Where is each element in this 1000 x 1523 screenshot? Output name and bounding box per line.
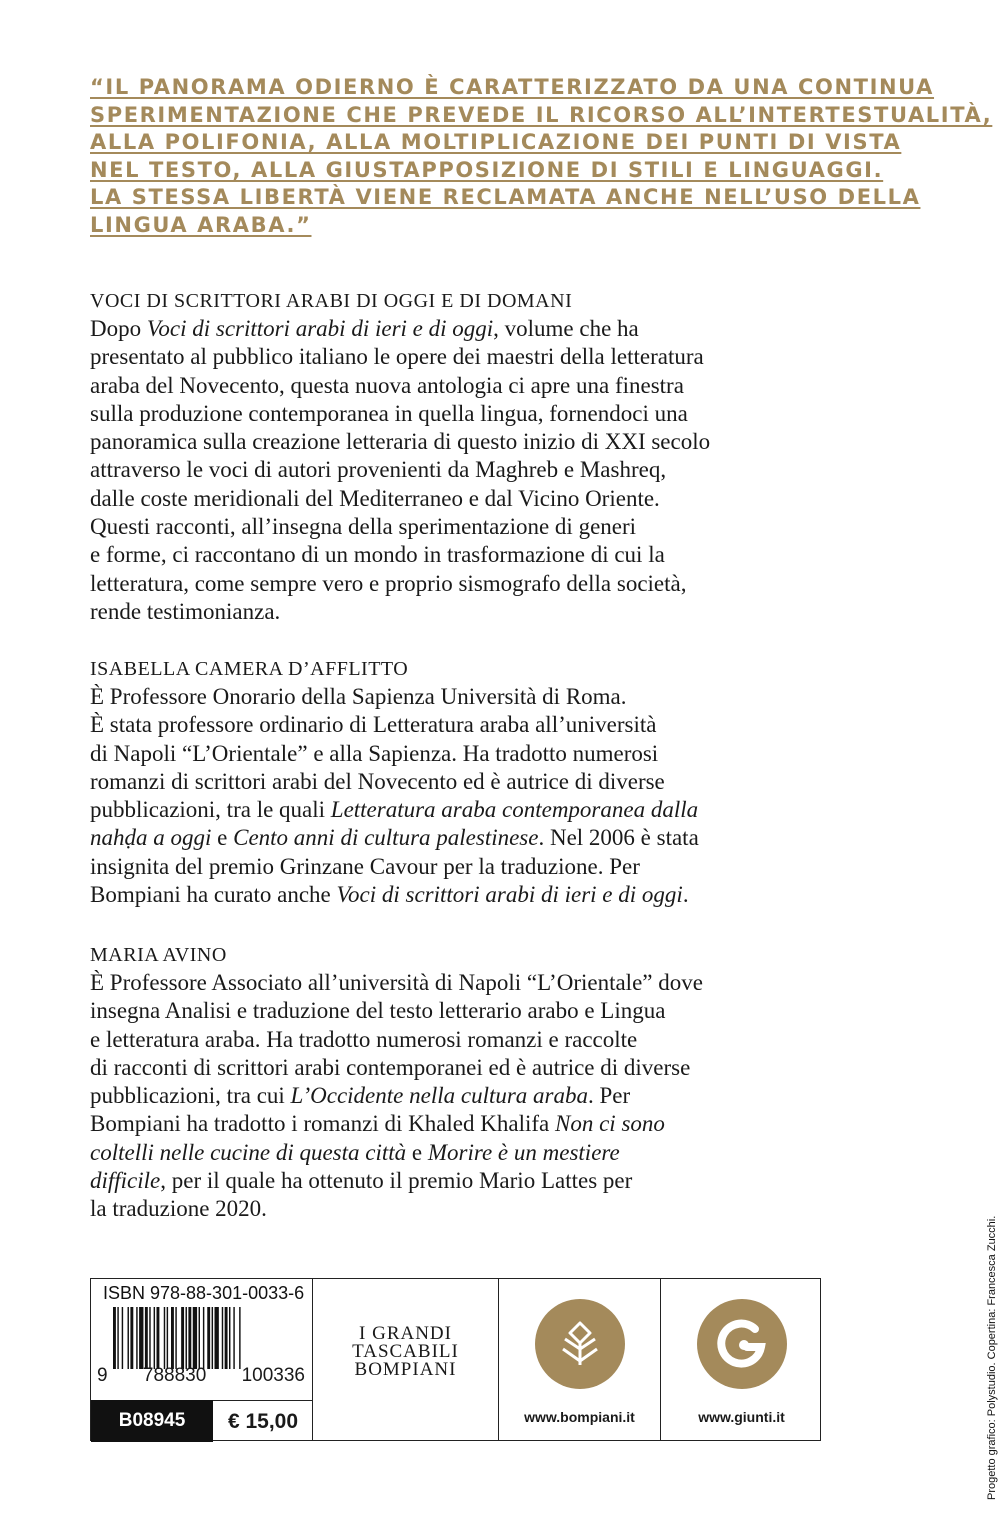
barcode-bar <box>222 1307 223 1369</box>
book-description-text: Dopo Voci di scrittori arabi di ieri e di oggi, volume che ha presentato al pubblico italiano le opere dei maestri della letteratura araba del Novecento, questa nuova antologia ci apre una finestra sulla produzione contemporanea in quella lingua, fornendoci una panoramica sulla creazione letteraria di questo inizio di XXI secolo attraverso le voci di autori provenienti da Maghreb e Mashreq, dalle coste meridionali del Mediterraneo e dal Vicino Oriente. Questi racconti, all’insegna della sperimentazione di generi e forme, ci raccontano di un mondo in trasformazione di cui la letteratura, come sempre vero e proprio sismografo della società, rende testimonianza. <box>90 316 711 624</box>
author-bio-avino <box>90 941 850 1224</box>
ean-digit-group: 788830 <box>142 1365 207 1386</box>
cited-title: Cento anni di cultura palestinese <box>233 825 539 851</box>
barcode-bar <box>128 1307 129 1369</box>
ean-digit-group: 100336 <box>241 1365 305 1386</box>
cited-title: difficile <box>90 1168 161 1194</box>
series-name: I GRANDI TASCABILI BOMPIANI <box>352 1323 459 1380</box>
cited-title: Voci di scrittori arabi di ieri e di oggi <box>336 882 683 908</box>
barcode-bar <box>193 1307 197 1369</box>
giunti-logo-icon <box>697 1299 787 1389</box>
isbn-cell <box>91 1279 313 1440</box>
product-code: B08945 <box>91 1400 213 1442</box>
author-bio-camera <box>90 655 850 909</box>
barcode-bar <box>164 1307 165 1369</box>
barcode-bar <box>157 1307 160 1369</box>
ean-digit-group: 9 <box>97 1365 108 1386</box>
barcode-bar <box>171 1307 174 1369</box>
book-description <box>90 287 850 626</box>
book-title: VOCI DI SCRITTORI ARABI DI OGGI E DI DOMANI <box>90 290 573 312</box>
bompiani-logo-icon <box>535 1299 625 1389</box>
quote-line: LA STESSA LIBERTÀ VIENE RECLAMATA ANCHE NELL’USO DELLA <box>90 185 921 209</box>
giunti-cell <box>661 1279 822 1440</box>
bompiani-url[interactable]: www.bompiani.it <box>524 1409 635 1425</box>
barcode <box>113 1307 303 1369</box>
price: € 15,00 <box>213 1400 313 1442</box>
barcode-bar <box>203 1307 204 1369</box>
quote-line: LINGUA ARABA.” <box>90 212 312 237</box>
barcode-bar <box>136 1307 137 1369</box>
author-bio-text: È Professore Associato all’università di Napoli “L’Orientale” dove insegna Analisi e traduzione del testo letterario arabo e Lingua e letteratura araba. Ha tradotto numerosi romanzi e raccolte di racconti di scrittori arabi contemporanei ed è autrice di diverse pubblicazioni, tra cui L’Occidente nella cultura araba. Per Bompiani ha tradotto i romanzi di Khaled Khalifa Non ci sono coltelli nelle cucine di questa città e Morire è un mestiere difficile, per il quale ha ottenuto il premio Mario Lattes per la traduzione 2020. <box>90 970 703 1222</box>
barcode-bar <box>181 1307 184 1369</box>
footer-box <box>90 1278 821 1441</box>
cited-title: Morire è un mestiere <box>427 1139 620 1165</box>
design-credits: Progetto grafico: Polystudio. Copertina: Francesca Zucchi. <box>986 1215 998 1500</box>
barcode-bar <box>175 1307 176 1369</box>
author-name: MARIA AVINO <box>90 944 227 966</box>
barcode-bar <box>167 1307 168 1369</box>
barcode-bar <box>122 1307 123 1369</box>
barcode-bar <box>225 1307 228 1369</box>
barcode-bar <box>212 1307 213 1369</box>
barcode-bar <box>145 1307 148 1369</box>
cited-title: Letteratura araba contemporanea dalla <box>330 797 699 823</box>
barcode-bar <box>117 1307 118 1369</box>
cited-title: Voci di scrittori arabi di ieri e di oggi <box>146 316 494 341</box>
cited-title: Non ci sono <box>555 1111 665 1137</box>
back-cover-quote <box>90 74 993 239</box>
barcode-bar <box>199 1307 200 1369</box>
barcode-bar <box>215 1307 219 1369</box>
bompiani-cell <box>499 1279 661 1440</box>
author-bio-text: È Professore Onorario della Sapienza Università di Roma. È stata professore ordinario di Letteratura araba all’università di Napoli “L’Orientale” e alla Sapienza. Ha tradotto numerosi romanzi di scrittori arabi del Novecento ed è autrice di diverse pubblicazioni, tra le quali Letteratura araba contemporanea dalla nahḍa a oggi e Cento anni di cultura palestinese. Nel 2006 è stata insignita del premio Grinzane Cavour per la traduzione. Per Bompiani ha curato anche Voci di scrittori arabi di ieri e di oggi. <box>90 684 699 908</box>
quote-line: NEL TESTO, ALLA GIUSTAPPOSIZIONE DI STILI E LINGUAGGI. <box>90 157 884 182</box>
barcode-bar <box>113 1307 116 1369</box>
barcode-bar <box>154 1307 155 1369</box>
barcode-bar <box>149 1307 150 1369</box>
cited-title: nahḍa a oggi <box>90 825 212 851</box>
barcode-bar <box>239 1307 240 1369</box>
barcode-bar <box>233 1307 234 1369</box>
isbn-text: ISBN 978-88-301-0033-6 <box>103 1283 305 1303</box>
barcode-bar <box>207 1307 210 1369</box>
quote-line: SPERIMENTAZIONE CHE PREVEDE IL RICORSO ALL’INTERTESTUALITÀ, <box>90 102 993 127</box>
quote-line: “IL PANORAMA ODIERNO È CARATTERIZZATO DA UNA CONTINUA <box>90 75 935 99</box>
barcode-bar <box>139 1307 143 1369</box>
cited-title: coltelli nelle cucine di questa città <box>90 1139 407 1165</box>
barcode-bar <box>188 1307 191 1369</box>
author-name: ISABELLA CAMERA D’AFFLITTO <box>90 658 409 680</box>
barcode-bar <box>130 1307 133 1369</box>
ean-digits <box>97 1365 305 1387</box>
cited-title: L’Occidente nella cultura araba <box>290 1083 588 1109</box>
quote-line: ALLA POLIFONIA, ALLA MOLTIPLICAZIONE DEI PUNTI DI VISTA <box>90 130 902 154</box>
series-cell <box>313 1279 499 1440</box>
barcode-bar <box>186 1307 187 1369</box>
giunti-url[interactable]: www.giunti.it <box>698 1409 785 1425</box>
barcode-bar <box>229 1307 230 1369</box>
